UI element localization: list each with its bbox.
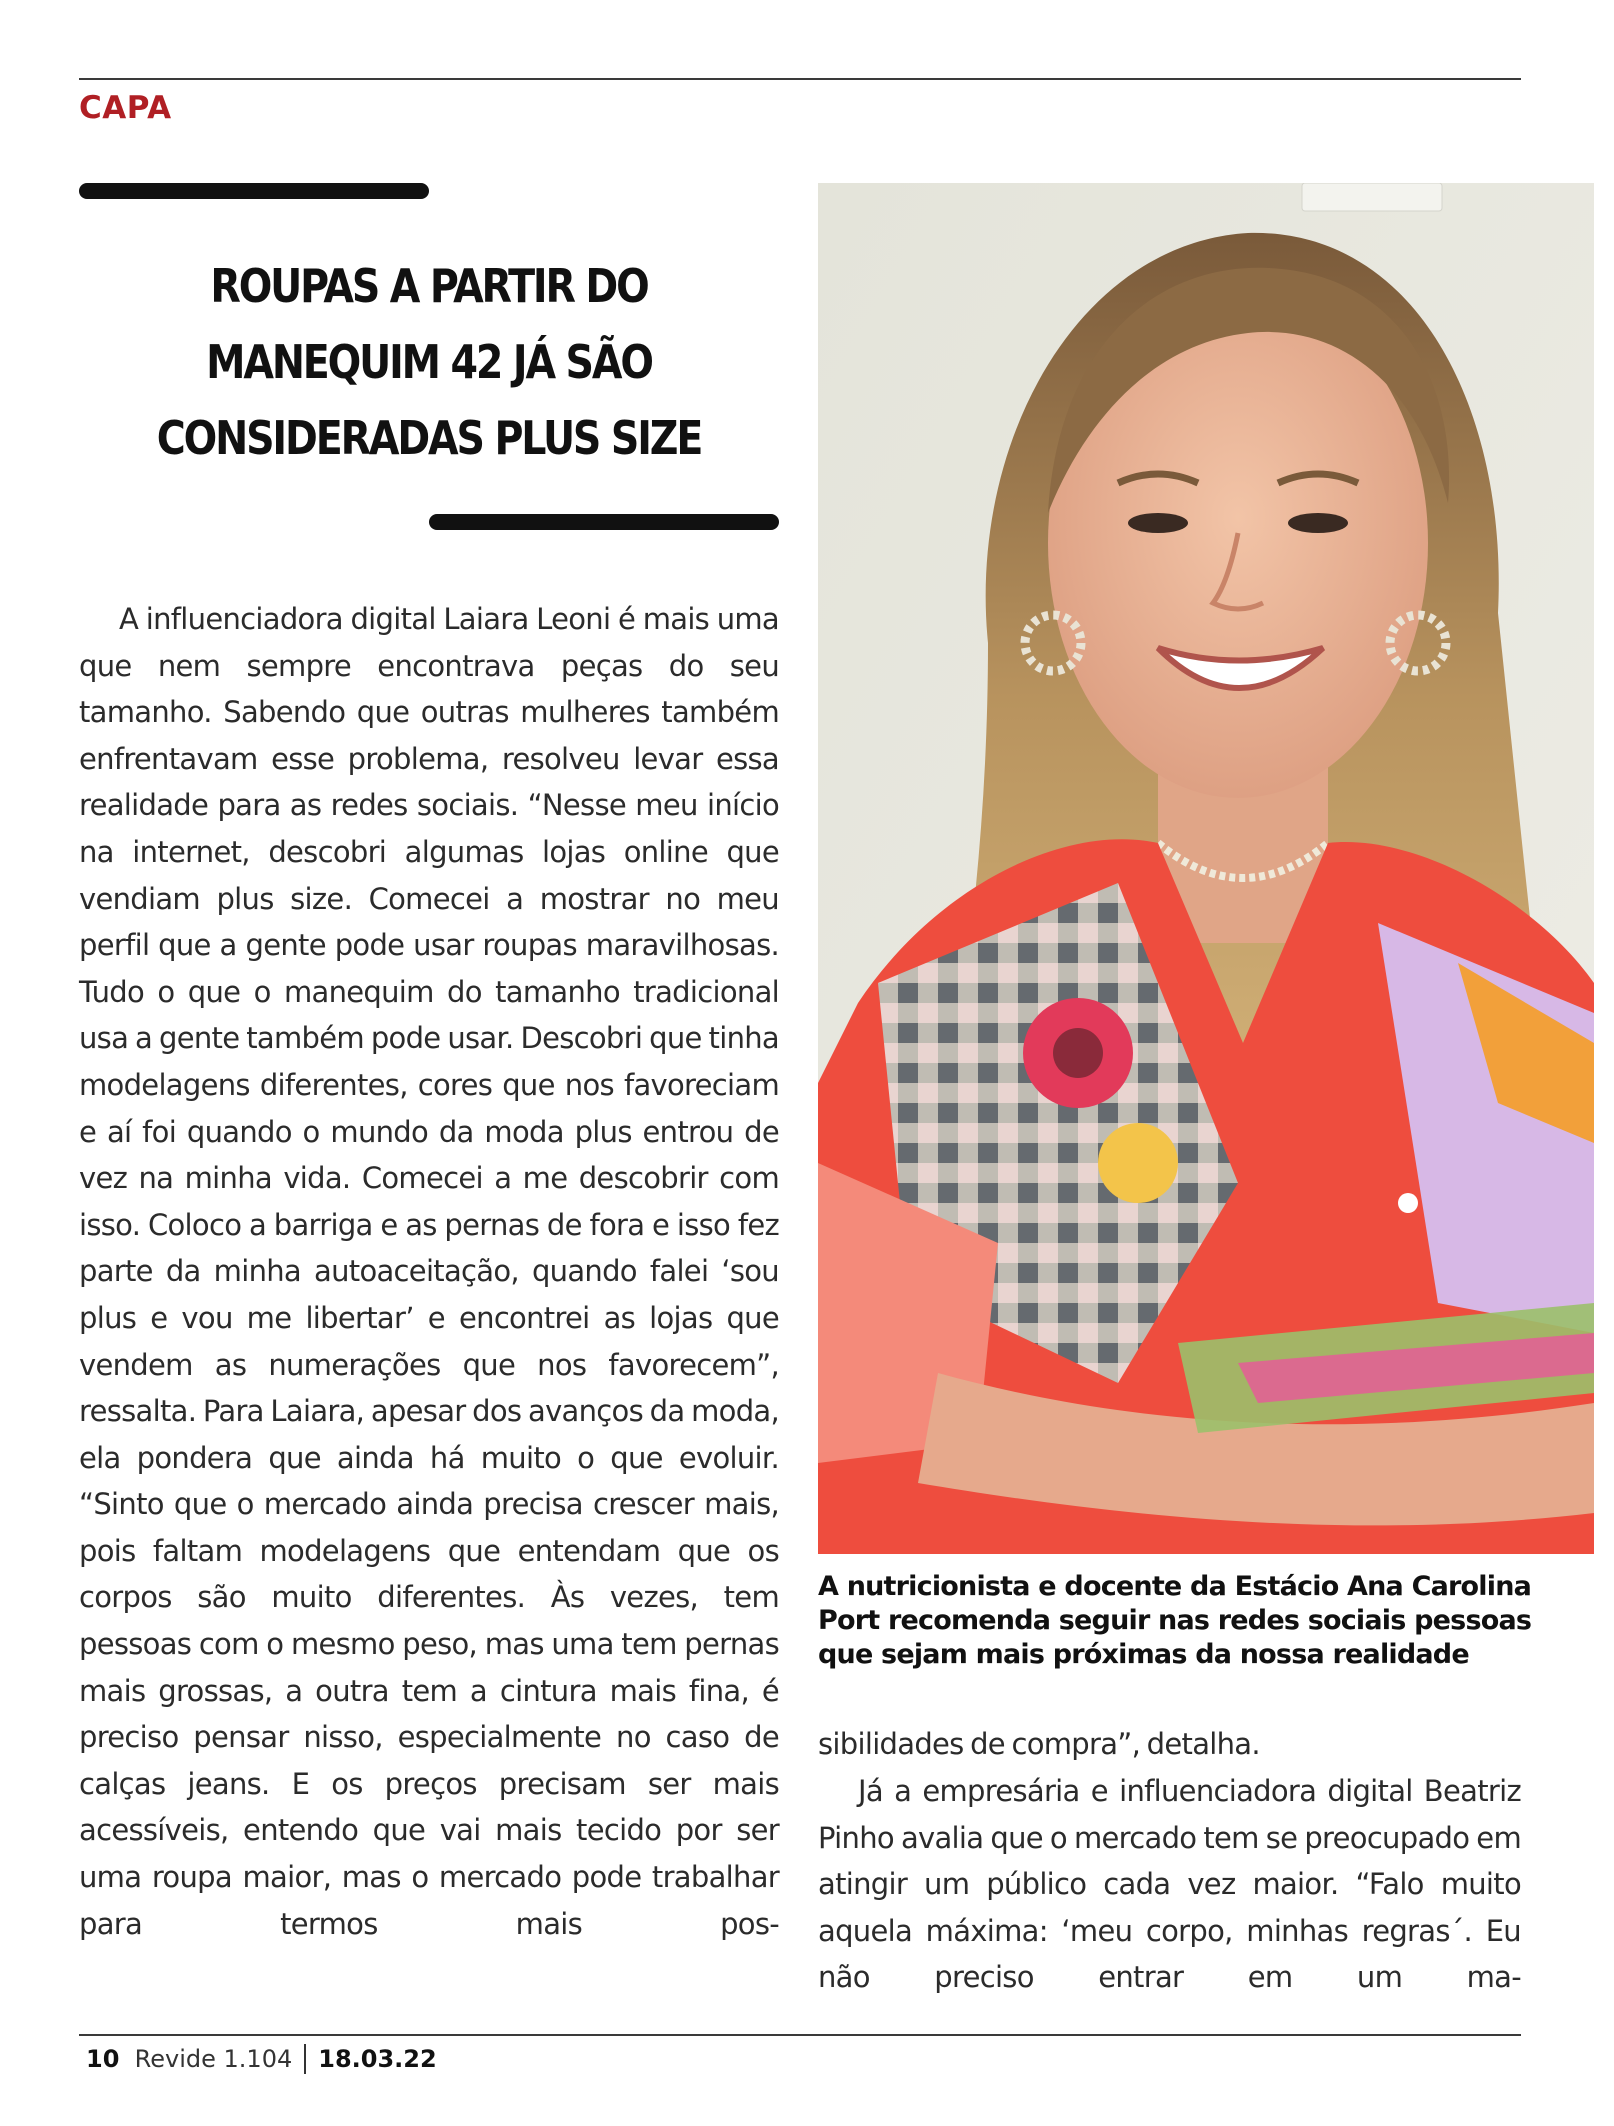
headline-bottom-bar (429, 514, 779, 530)
bottom-rule (79, 2034, 1521, 2036)
headline-top-bar (79, 183, 429, 199)
headline-line-2: MANEQUIM 42 JÁ SÃO (206, 335, 652, 389)
body-column-1: A influenciadora digital Laiara Leoni é mais uma que nem sempre encontrava peças do seu tamanho. Sabendo que outras mulheres também enfrentavam esse problema, resolveu levar essa realidade para as redes sociais. “Nesse meu início na internet, descobri algumas lojas online que vendiam plus size. Comecei a mostrar no meu perfil que a gente pode usar roupas maravilhosas. Tudo o que o manequim do tamanho tradicional usa a gente também pode usar. Descobri que tinha modelagens diferentes, cores que nos favoreciam e aí foi quando o mundo da moda plus entrou de vez na minha vida. Comecei a me descobrir com isso. Coloco a barriga e as pernas de fora e isso fez parte da minha autoaceitação, quando falei ‘sou plus e vou me libertar’ e encontrei as lojas que vendem as numerações que nos favorecem”, ressalta. Para Laiara, apesar dos avanços da moda, ela pondera que ainda há muito o que evoluir. “Sinto que o mercado ainda precisa crescer mais, pois faltam modelagens que entendam que os corpos são muito diferentes. Às vezes, tem pessoas com o mesmo peso, mas uma tem pernas mais grossas, a outra tem a cintura mais fina, é preciso pensar nisso, especialmente no caso de calças jeans. E os preços precisam ser mais acessíveis, entendo que vai mais tecido por ser uma roupa maior, mas o mercado pode trabalhar para termos mais pos- (79, 602, 779, 1941)
page-footer (86, 2044, 437, 2074)
body-column-2-paragraph-1: sibilidades de compra”, detalha. (818, 1727, 1260, 1761)
caption-line-1: A nutricionista e docente da Estácio Ana Carolina (818, 1571, 1532, 1602)
caption-line-3: que sejam mais próximas da nossa realidade (818, 1639, 1469, 1670)
body-column-2-paragraph-2: Já a empresária e influenciadora digital Beatriz Pinho avalia que o mercado tem se preocupado em atingir um público cada vez maior. “Falo muito aquela máxima: ‘meu corpo, minhas regras´. Eu não preciso entrar em um ma- (818, 1774, 1521, 1995)
headline (128, 248, 730, 476)
section-label: CAPA (79, 90, 172, 126)
portrait-photo (818, 183, 1594, 1554)
headline-line-1: ROUPAS A PARTIR DO (210, 259, 648, 313)
publication-issue: Revide 1.104 (134, 2045, 293, 2073)
page-number: 10 (86, 2045, 120, 2073)
top-rule (79, 78, 1521, 80)
headline-line-3: CONSIDERADAS PLUS SIZE (156, 411, 702, 465)
photo-caption (818, 1570, 1558, 1672)
caption-line-2: Port recomenda seguir nas redes sociais pessoas (818, 1605, 1532, 1636)
footer-separator (304, 2044, 306, 2074)
issue-date: 18.03.22 (318, 2045, 437, 2073)
